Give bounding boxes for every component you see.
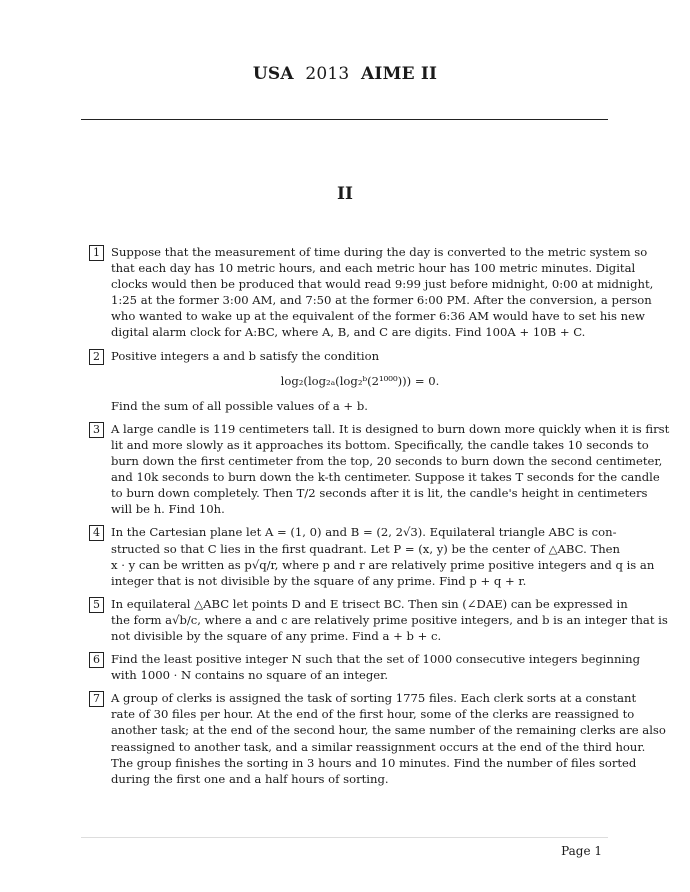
problem-text-line: Suppose that the measurement of time during the day is converted to the metric system so	[111, 245, 648, 259]
problem-text-line: x · y can be written as p√q/r, where p and r are relatively prime positive integers and q is an	[111, 557, 655, 572]
problem-text-line: during the first one and a half hours of sorting.	[111, 771, 389, 786]
problem-text-line: digital alarm clock for A:BC, where A, B, and C are digits. Find 100A + 10B + C.	[111, 325, 586, 340]
problem-number-box: 6	[89, 652, 104, 668]
problem-text-line: not divisible by the square of any prime. Find a + b + c.	[111, 628, 442, 643]
footer-rule	[81, 837, 608, 838]
problem-number-box: 3	[89, 422, 104, 438]
problem-item	[89, 244, 654, 341]
problem-number-box: 4	[89, 525, 104, 541]
problem-text-line: reassigned to another task, and a similar reassignment occurs at the end of the third hour.	[111, 739, 646, 754]
problem-number-box: 5	[89, 597, 104, 613]
problem-text-line: the form a√b/c, where a and c are relatively prime positive integers, and b is an integer that is	[111, 612, 668, 627]
document-title	[0, 64, 690, 84]
problem-text-line: 1:25 at the former 3:00 AM, and 7:50 at the former 6:00 PM. After the conversion, a person	[111, 293, 652, 308]
problem-text-line: with 1000 · N contains no square of an integer.	[111, 668, 389, 683]
page-number: Page 1	[561, 844, 602, 858]
problem-number-box: 7	[89, 691, 104, 707]
problem-text-line: A group of clerks is assigned the task of sorting 1775 files. Each clerk sorts at a constant	[111, 691, 637, 706]
problem-text-line: another task; at the end of the second hour, the same number of the remaining clerks are also	[111, 723, 666, 738]
problem-text-line: burn down the first centimeter from the top, 20 seconds to burn down the second centimeter,	[111, 454, 663, 469]
header-rule	[81, 119, 608, 120]
problem-text-line: lit and more slowly as it approaches its bottom. Specifically, the candle takes 10 seconds to	[111, 437, 649, 452]
problem-text-line: clocks would then be produced that would read 9:99 just before midnight, 0:00 at midnight,	[111, 277, 654, 292]
problem-text-line: The group finishes the sorting in 3 hours and 10 minutes. Find the number of files sorted	[111, 755, 637, 770]
problem-text-line: to burn down completely. Then T/2 seconds after it is lit, the candle's height in centimeters	[111, 486, 648, 501]
problem-text-line: will be h. Find 10h.	[111, 502, 225, 517]
problem-list	[89, 244, 670, 794]
year-label: 2013	[305, 64, 350, 84]
problem-text-line: Find the least positive integer N such that the set of 1000 consecutive integers beginning	[111, 652, 641, 667]
problem-text-line: structed so that C lies in the first quadrant. Let P = (x, y) be the center of △ABC. Then	[111, 541, 621, 556]
problem-number-box: 2	[89, 349, 104, 365]
problem-item	[89, 421, 670, 518]
problem-text-line: rate of 30 files per hour. At the end of the first hour, some of the clerks are reassigned to	[111, 707, 635, 722]
problem-item	[89, 690, 666, 787]
problem-text-line: who wanted to wake up at the equivalent of the former 6:36 AM would have to set his new	[111, 309, 645, 324]
contest-label: AIME II	[361, 64, 438, 84]
problem-item	[89, 348, 609, 414]
display-equation: log₂(log₂ₐ(log₂ᵇ(2¹⁰⁰⁰))) = 0.	[280, 373, 440, 388]
problem-text-line: integer that is not divisible by the square of any prime. Find p + q + r.	[111, 573, 527, 588]
problem-text-line: Positive integers a and b satisfy the condition	[111, 348, 380, 363]
problem-text-line: In the Cartesian plane let A = (1, 0) and B = (2, 2√3). Equilateral triangle ABC is con-	[111, 525, 617, 540]
problem-number-box: 1	[89, 245, 104, 261]
section-title: II	[337, 184, 353, 204]
problem-item	[89, 524, 655, 588]
problem-followup-text: Find the sum of all possible values of a + b.	[111, 398, 368, 413]
problem-text-line: that each day has 10 metric hours, and each metric hour has 100 metric minutes. Digital	[111, 261, 636, 276]
problem-text-line: In equilateral △ABC let points D and E trisect BC. Then sin (∠DAE) can be expressed in	[111, 596, 628, 611]
problem-text-line: and 10k seconds to burn down the k-th centimeter. Suppose it takes T seconds for the candle	[111, 470, 660, 485]
problem-item	[89, 596, 668, 644]
problem-text-line: A large candle is 119 centimeters tall. It is designed to burn down more quickly when it is first	[111, 421, 670, 436]
problem-item	[89, 651, 641, 683]
country-label: USA	[252, 64, 294, 84]
